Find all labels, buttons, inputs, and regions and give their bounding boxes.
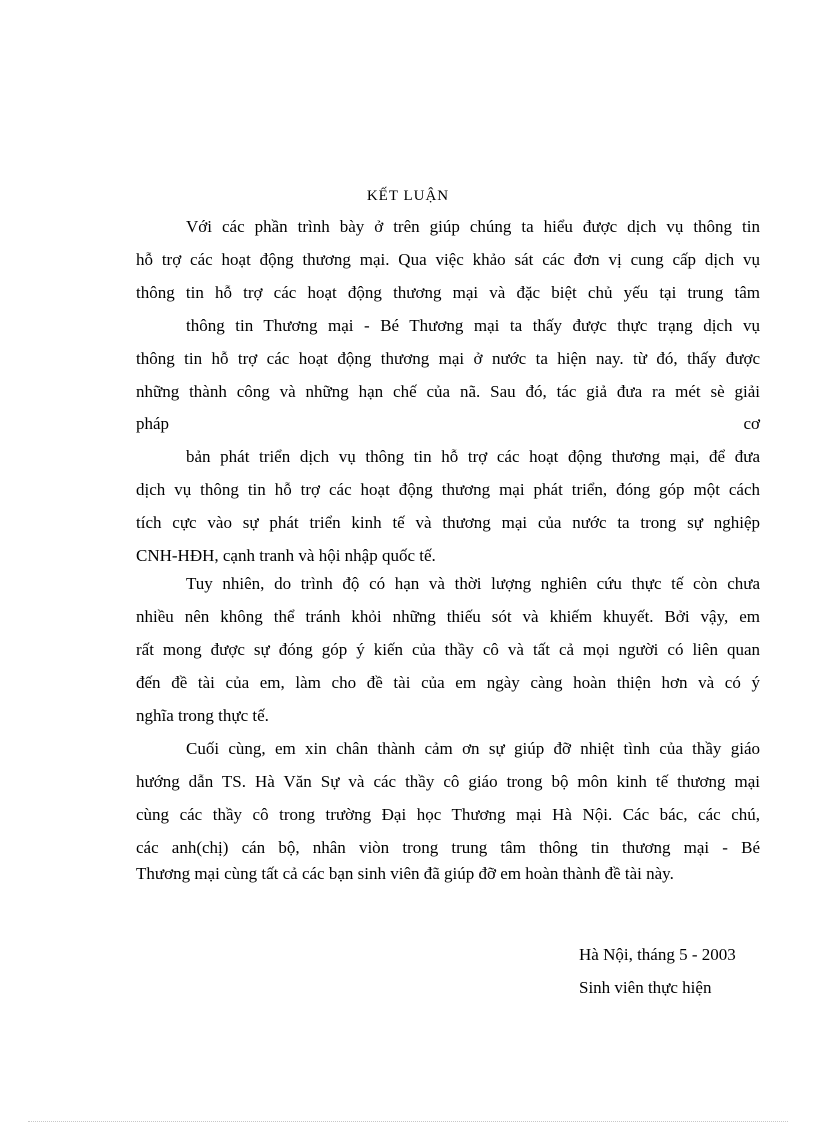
paragraph-2-line: rất mong được sự đóng góp ý kiến của thầy cô và tất cả mọi người có liên quan xyxy=(136,640,760,659)
paragraph-3-line: cùng các thầy cô trong trường Đại học Thương mại Hà Nội. Các bác, các chú, xyxy=(136,805,760,824)
paragraph-1-line: bản phát triển dịch vụ thông tin hỗ trợ các hoạt động thương mại, để đưa xyxy=(186,447,760,466)
paragraph-2-line: Tuy nhiên, do trình độ có hạn và thời lượng nghiên cứu thực tế còn chưa xyxy=(186,574,760,593)
paragraph-2-line: đến đề tài của em, làm cho đề tài của em ngày càng hoàn thiện hơn và có ý xyxy=(136,673,760,692)
footer-divider xyxy=(28,1121,788,1122)
signature-place-date: Hà Nội, tháng 5 - 2003 xyxy=(579,945,736,964)
split-line-left: pháp xyxy=(136,414,170,433)
paragraph-2-line: nhiều nên không thể tránh khỏi những thiếu sót và khiếm khuyết. Bởi vậy, em xyxy=(136,607,760,626)
paragraph-2-line: nghĩa trong thực tế. xyxy=(136,706,269,725)
paragraph-1-line: Với các phần trình bày ở trên giúp chúng ta hiểu được dịch vụ thông tin xyxy=(186,217,760,236)
page-title: KẾT LUẬN xyxy=(366,188,450,204)
paragraph-1-line: tích cực vào sự phát triển kinh tế và thương mại của nước ta trong sự nghiệp xyxy=(136,513,760,532)
paragraph-1-line: thông tin hỗ trợ các hoạt động thương mại ở nước ta hiện nay. từ đó, thấy được xyxy=(136,349,760,368)
paragraph-1-line: hỗ trợ các hoạt động thương mại. Qua việc khảo sát các đơn vị cung cấp dịch vụ xyxy=(136,250,760,269)
paragraph-1-line: dịch vụ thông tin hỗ trợ các hoạt động thương mại phát triển, đóng góp một cách xyxy=(136,480,760,499)
paragraph-1-line: CNH-HĐH, cạnh tranh và hội nhập quốc tế. xyxy=(136,546,436,565)
paragraph-3-line: Cuối cùng, em xin chân thành cảm ơn sự giúp đỡ nhiệt tình của thầy giáo xyxy=(186,739,760,758)
paragraph-1-line: những thành công và những hạn chế của nã. Sau đó, tác giả đưa ra mét sè giải xyxy=(136,382,760,401)
paragraph-3-line: Thương mại cùng tất cả các bạn sinh viên đã giúp đỡ em hoàn thành đề tài này. xyxy=(136,864,674,883)
split-line xyxy=(136,410,760,438)
split-line-right: cơ xyxy=(743,414,760,433)
paragraph-1-line: thông tin Thương mại - Bé Thương mại ta thấy được thực trạng dịch vụ xyxy=(186,316,760,335)
paragraph-3-line: hướng dẫn TS. Hà Văn Sự và các thầy cô giáo trong bộ môn kinh tế thương mại xyxy=(136,772,760,791)
paragraph-1-line: thông tin hỗ trợ các hoạt động thương mại và đặc biệt chủ yếu tại trung tâm xyxy=(136,283,760,302)
paragraph-3-line: các anh(chị) cán bộ, nhân viòn trong trung tâm thông tin thương mại - Bé xyxy=(136,838,760,857)
signature-signer: Sinh viên thực hiện xyxy=(579,978,712,997)
